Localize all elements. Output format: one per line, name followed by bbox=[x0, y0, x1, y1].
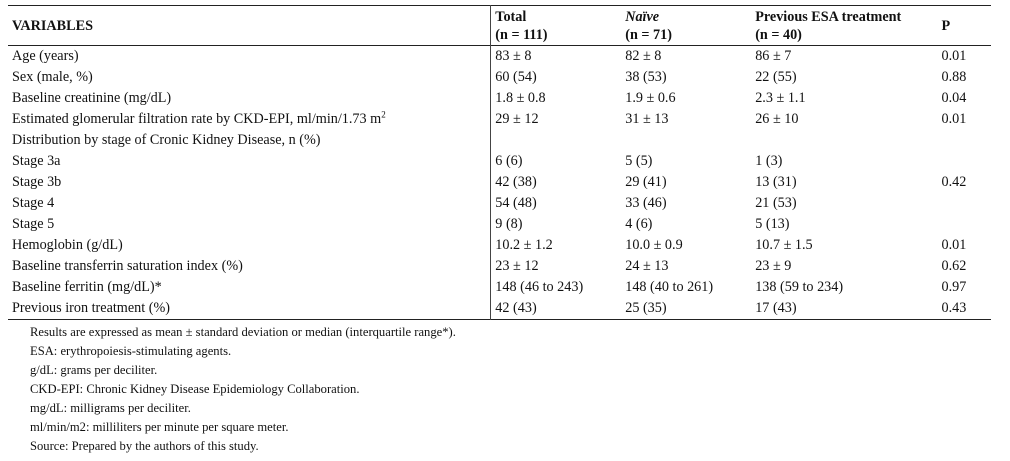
header-naive bbox=[621, 6, 751, 46]
cell-p-value-text: 0.88 bbox=[941, 69, 967, 85]
cell-variable bbox=[8, 235, 491, 256]
cell-previous-esa-text: 26 ± 10 bbox=[755, 111, 799, 127]
cell-naive bbox=[621, 151, 751, 172]
cell-variable bbox=[8, 256, 491, 277]
table-row bbox=[8, 67, 991, 88]
table-body bbox=[8, 46, 991, 320]
cell-previous-esa bbox=[751, 277, 937, 298]
cell-p-value bbox=[938, 151, 991, 172]
cell-p-value bbox=[938, 172, 991, 193]
cell-previous-esa-text: 22 (55) bbox=[755, 69, 797, 85]
cell-previous-esa-text: 13 (31) bbox=[755, 174, 797, 190]
table-row bbox=[8, 214, 991, 235]
cell-naive-text: 38 (53) bbox=[625, 69, 667, 85]
cell-previous-esa-text: 21 (53) bbox=[755, 195, 797, 211]
cell-p-value-text: 0.97 bbox=[941, 279, 967, 295]
cell-previous-esa bbox=[751, 214, 937, 235]
cell-variable-text: Distribution by stage of Cronic Kidney Disease, n (%) bbox=[12, 132, 321, 148]
cell-total bbox=[491, 109, 621, 130]
cell-previous-esa bbox=[751, 109, 937, 130]
cell-variable bbox=[8, 172, 491, 193]
cell-naive bbox=[621, 67, 751, 88]
cell-total bbox=[491, 235, 621, 256]
footnote: CKD-EPI: Chronic Kidney Disease Epidemiology Collaboration. bbox=[30, 382, 360, 396]
cell-previous-esa-text: 5 (13) bbox=[755, 216, 790, 232]
cell-total bbox=[491, 46, 621, 68]
cell-previous-esa-text: 1 (3) bbox=[755, 153, 783, 169]
cell-p-value bbox=[938, 298, 991, 320]
cell-p-value bbox=[938, 214, 991, 235]
cell-previous-esa bbox=[751, 46, 937, 68]
cell-variable bbox=[8, 193, 491, 214]
cell-variable-text: Stage 5 bbox=[12, 216, 55, 232]
cell-total bbox=[491, 193, 621, 214]
cell-variable-text: Stage 4 bbox=[12, 195, 55, 211]
table-row bbox=[8, 172, 991, 193]
cell-variable bbox=[8, 298, 491, 320]
header-naive-label: Naïve bbox=[625, 9, 660, 25]
cell-p-value bbox=[938, 109, 991, 130]
cell-total bbox=[491, 151, 621, 172]
cell-previous-esa bbox=[751, 256, 937, 277]
cell-total bbox=[491, 256, 621, 277]
cell-variable bbox=[8, 109, 491, 130]
cell-naive-text: 24 ± 13 bbox=[625, 258, 669, 274]
cell-p-value-text: 0.01 bbox=[941, 111, 967, 127]
footnote: g/dL: grams per deciliter. bbox=[30, 363, 158, 377]
cell-naive bbox=[621, 235, 751, 256]
header-previous-n: (n = 40) bbox=[755, 27, 802, 43]
cell-p-value-text: 0.42 bbox=[941, 174, 967, 190]
cell-total bbox=[491, 277, 621, 298]
cell-variable bbox=[8, 67, 491, 88]
cell-total-text: 23 ± 12 bbox=[495, 258, 539, 274]
superscript: 2 bbox=[381, 109, 386, 120]
cell-variable-text: Baseline transferrin saturation index (%) bbox=[12, 258, 243, 274]
table-row bbox=[8, 298, 991, 320]
cell-total-text: 1.8 ± 0.8 bbox=[495, 90, 546, 106]
cell-p-value bbox=[938, 67, 991, 88]
cell-naive bbox=[621, 193, 751, 214]
cell-previous-esa bbox=[751, 130, 937, 151]
cell-p-value bbox=[938, 46, 991, 68]
footnote: Source: Prepared by the authors of this study. bbox=[30, 439, 259, 453]
baseline-characteristics-table bbox=[8, 5, 991, 320]
cell-previous-esa bbox=[751, 298, 937, 320]
cell-naive bbox=[621, 298, 751, 320]
cell-naive bbox=[621, 214, 751, 235]
cell-naive bbox=[621, 256, 751, 277]
cell-total bbox=[491, 67, 621, 88]
cell-naive-text: 148 (40 to 261) bbox=[625, 279, 714, 295]
table-row bbox=[8, 46, 991, 68]
table-row bbox=[8, 193, 991, 214]
cell-naive-text: 4 (6) bbox=[625, 216, 653, 232]
cell-previous-esa-text: 138 (59 to 234) bbox=[755, 279, 844, 295]
cell-naive bbox=[621, 172, 751, 193]
cell-previous-esa bbox=[751, 151, 937, 172]
header-p: P bbox=[941, 18, 951, 34]
table-row bbox=[8, 277, 991, 298]
cell-variable-text: Previous iron treatment (%) bbox=[12, 300, 170, 316]
table-row bbox=[8, 109, 991, 130]
header-variables: VARIABLES bbox=[8, 6, 491, 46]
cell-total-text: 29 ± 12 bbox=[495, 111, 539, 127]
cell-naive-text: 31 ± 13 bbox=[625, 111, 669, 127]
cell-variable bbox=[8, 88, 491, 109]
table-row bbox=[8, 256, 991, 277]
cell-variable-text: Sex (male, %) bbox=[12, 69, 93, 85]
cell-total-text: 6 (6) bbox=[495, 153, 523, 169]
cell-previous-esa-text: 23 ± 9 bbox=[755, 258, 792, 274]
cell-variable bbox=[8, 277, 491, 298]
footnote: ml/min/m2: milliliters per minute per square meter. bbox=[30, 420, 289, 434]
cell-p-value-text: 0.01 bbox=[941, 237, 967, 253]
cell-previous-esa-text: 10.7 ± 1.5 bbox=[755, 237, 813, 253]
header-naive-n: (n = 71) bbox=[625, 27, 672, 43]
cell-variable-text: Hemoglobin (g/dL) bbox=[12, 237, 123, 253]
cell-naive bbox=[621, 88, 751, 109]
cell-p-value bbox=[938, 130, 991, 151]
header-row bbox=[8, 6, 991, 46]
cell-p-value bbox=[938, 88, 991, 109]
cell-p-value bbox=[938, 277, 991, 298]
header-previous-esa bbox=[751, 6, 937, 46]
cell-total bbox=[491, 172, 621, 193]
table-row bbox=[8, 88, 991, 109]
cell-total-text: 42 (38) bbox=[495, 174, 537, 190]
cell-variable bbox=[8, 151, 491, 172]
cell-p-value-text: 0.01 bbox=[941, 48, 967, 64]
cell-total bbox=[491, 88, 621, 109]
table-row bbox=[8, 151, 991, 172]
cell-previous-esa bbox=[751, 88, 937, 109]
cell-variable-text: Baseline creatinine (mg/dL) bbox=[12, 90, 172, 106]
cell-total-text: 83 ± 8 bbox=[495, 48, 532, 64]
cell-naive-text: 10.0 ± 0.9 bbox=[625, 237, 683, 253]
cell-naive bbox=[621, 130, 751, 151]
cell-naive bbox=[621, 109, 751, 130]
cell-naive-text: 33 (46) bbox=[625, 195, 667, 211]
cell-variable-text: Baseline ferritin (mg/dL)* bbox=[12, 279, 162, 295]
cell-previous-esa bbox=[751, 193, 937, 214]
header-previous-label: Previous ESA treatment bbox=[755, 9, 902, 25]
table-row bbox=[8, 235, 991, 256]
table-row bbox=[8, 130, 991, 151]
footnote: ESA: erythropoiesis-stimulating agents. bbox=[30, 344, 232, 358]
header-total-label: Total bbox=[495, 9, 527, 25]
cell-total bbox=[491, 298, 621, 320]
cell-previous-esa bbox=[751, 67, 937, 88]
cell-naive-text: 5 (5) bbox=[625, 153, 653, 169]
cell-variable-text: Stage 3a bbox=[12, 153, 61, 169]
cell-variable bbox=[8, 130, 491, 151]
cell-total-text: 54 (48) bbox=[495, 195, 537, 211]
cell-p-value-text: 0.04 bbox=[941, 90, 967, 106]
cell-previous-esa bbox=[751, 235, 937, 256]
cell-p-value-text: 0.62 bbox=[941, 258, 967, 274]
cell-naive bbox=[621, 46, 751, 68]
cell-p-value bbox=[938, 193, 991, 214]
cell-total-text: 42 (43) bbox=[495, 300, 537, 316]
cell-total-text: 148 (46 to 243) bbox=[495, 279, 584, 295]
cell-variable-text: Stage 3b bbox=[12, 174, 62, 190]
header-total-n: (n = 111) bbox=[495, 27, 548, 43]
cell-previous-esa-text: 2.3 ± 1.1 bbox=[755, 90, 806, 106]
header-total bbox=[491, 6, 621, 46]
cell-variable-text: Estimated glomerular filtration rate by CKD-EPI, ml/min/1.73 m bbox=[12, 111, 382, 127]
cell-total bbox=[491, 214, 621, 235]
table-header bbox=[8, 6, 991, 46]
cell-variable bbox=[8, 46, 491, 68]
cell-variable bbox=[8, 214, 491, 235]
footnote: Results are expressed as mean ± standard deviation or median (interquartile range*). bbox=[30, 325, 456, 339]
cell-p-value bbox=[938, 235, 991, 256]
cell-naive-text: 82 ± 8 bbox=[625, 48, 662, 64]
cell-total bbox=[491, 130, 621, 151]
cell-total-text: 10.2 ± 1.2 bbox=[495, 237, 553, 253]
cell-total-text: 9 (8) bbox=[495, 216, 523, 232]
cell-previous-esa-text: 17 (43) bbox=[755, 300, 797, 316]
cell-p-value bbox=[938, 256, 991, 277]
cell-previous-esa bbox=[751, 172, 937, 193]
table-footnotes bbox=[30, 323, 1010, 456]
cell-total-text: 60 (54) bbox=[495, 69, 537, 85]
cell-naive-text: 1.9 ± 0.6 bbox=[625, 90, 676, 106]
footnote: mg/dL: milligrams per deciliter. bbox=[30, 401, 191, 415]
cell-naive bbox=[621, 277, 751, 298]
cell-naive-text: 25 (35) bbox=[625, 300, 667, 316]
cell-naive-text: 29 (41) bbox=[625, 174, 667, 190]
cell-previous-esa-text: 86 ± 7 bbox=[755, 48, 792, 64]
cell-p-value-text: 0.43 bbox=[941, 300, 967, 316]
cell-variable-text: Age (years) bbox=[12, 48, 79, 64]
